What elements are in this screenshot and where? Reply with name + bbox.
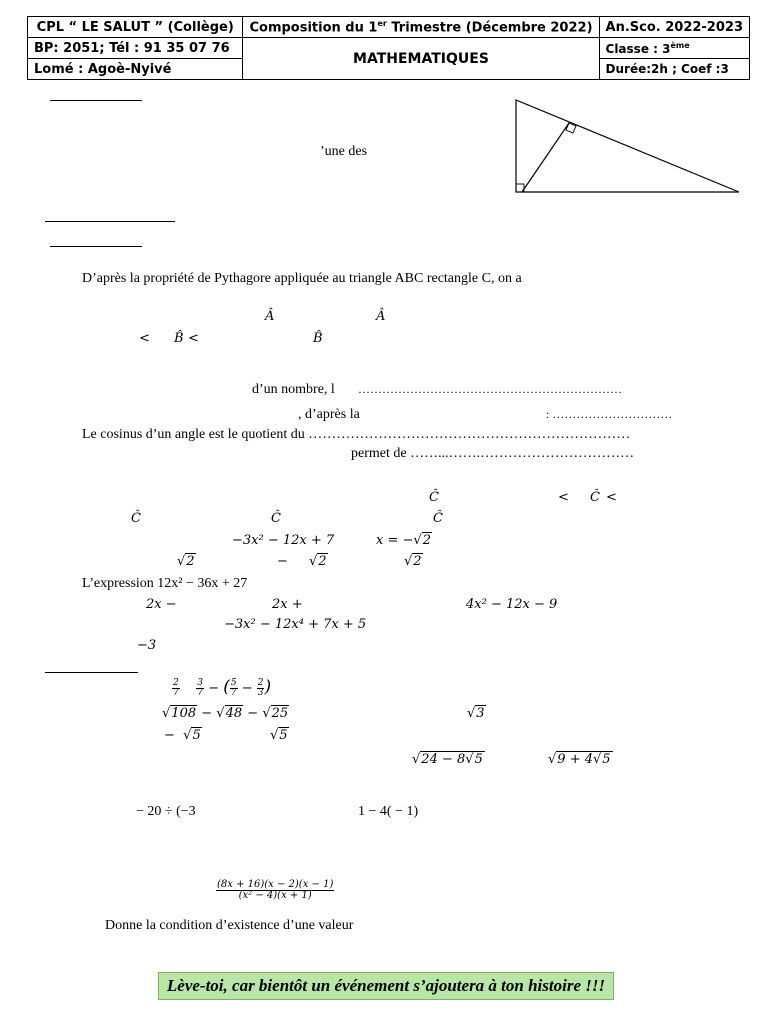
frac-num: 3	[197, 678, 203, 688]
pythagore-text: D’après la propriété de Pythagore appliquée au triangle ABC rectangle C, on a	[82, 271, 522, 286]
frac-num: 2	[257, 678, 264, 688]
composition-title	[243, 17, 599, 38]
apres-la-text: , d’après la	[298, 407, 360, 422]
frac-num: 2	[173, 678, 179, 688]
sqrt2-b-radicand: 2	[318, 554, 327, 569]
lt-4: <	[606, 490, 617, 505]
minus-sign: −	[277, 554, 288, 569]
nested-radical-2: √9 + 4√5	[548, 752, 611, 767]
section-underline	[45, 221, 175, 222]
radicand-3: 3	[476, 706, 485, 721]
radicand-5: 5	[602, 752, 611, 767]
radicand-24: 24 − 8	[421, 752, 466, 767]
frac-5-7	[230, 679, 238, 698]
sqrt2-a: √2	[177, 554, 195, 569]
une-des-text: ’une des	[320, 144, 368, 159]
location: Lomé : Agoè-Nyivé	[28, 59, 243, 80]
lt-2: <	[188, 331, 199, 346]
frac-den: 3	[257, 688, 264, 698]
frac-den: 7	[197, 688, 203, 698]
section-underline	[50, 246, 142, 247]
c-hat-1: Ĉ	[429, 490, 439, 505]
a-hat-1: Â	[265, 309, 275, 324]
frac-2-7	[172, 679, 180, 698]
b-hat-2: B̂	[313, 331, 323, 346]
condition-text: Donne la condition d’existence d’une valeur	[105, 918, 354, 933]
radicand-25: 25	[271, 706, 289, 721]
radicand-5: 5	[192, 728, 201, 743]
fraction-expression: $\frac{2}{7}$ $\frac{3}{7}$ − ( $\frac{5}{7}$ − $\frac{2}{3}$ )	[173, 677, 272, 698]
nested-radical-1: √24 − 8√5	[412, 752, 483, 767]
ratio-denominator: (x² − 4)(x + 1)	[238, 890, 312, 901]
factor-3: 4x² − 12x − 9	[466, 597, 558, 612]
frac-minus: −	[241, 681, 253, 696]
x-eq-radicand: 2	[422, 533, 431, 548]
subject-title: MATHEMATIQUES	[243, 38, 599, 80]
lt-3: <	[558, 490, 569, 505]
expression-text: L’expression 12x² − 36x + 27	[82, 576, 248, 591]
sqrt2-b: √2	[309, 554, 327, 569]
cosinus-text: Le cosinus d’un angle est le quotient du ……………………………………………………………	[82, 427, 631, 442]
a-hat-2: Â	[376, 309, 386, 324]
c-hat-5: Ĉ	[433, 511, 443, 526]
radical-expression: √108 − √48 − √25	[162, 706, 289, 721]
frac-den: 7	[230, 688, 237, 698]
frac-3-7	[196, 679, 204, 698]
frac-minus: −	[208, 681, 220, 696]
frac-num: 5	[230, 678, 237, 688]
c-hat-2: Ĉ	[590, 490, 600, 505]
radicand-9: 9 + 4	[557, 752, 593, 767]
nombre-dots: …………………………………………………………	[358, 382, 622, 396]
classe-sup: ème	[670, 40, 690, 50]
section-underline	[50, 100, 142, 101]
radicand-5: 5	[279, 728, 288, 743]
minus-three: −3	[137, 638, 157, 653]
section-underline	[45, 672, 138, 673]
expression-20: − 20 ÷ (−3	[136, 804, 196, 819]
ratio-numerator: (8x + 16)(x − 2)(x − 1)	[217, 879, 334, 890]
nombre-text: d’un nombre, l	[252, 382, 335, 397]
factor-2: 2x +	[272, 597, 303, 612]
composition-sup: er	[377, 18, 387, 28]
c-hat-4: Ĉ	[271, 511, 281, 526]
radicand-48: 48	[225, 706, 243, 721]
radicand-5: 5	[474, 752, 483, 767]
composition-post: Trimestre (Décembre 2022)	[386, 20, 593, 36]
minus-sign: −	[164, 728, 175, 743]
minus-sign: −	[247, 706, 259, 721]
c-hat-3: Ĉ	[131, 511, 141, 526]
lt-1: <	[139, 331, 150, 346]
sqrt3: √3	[467, 706, 485, 721]
radicand-108: 108	[171, 706, 197, 721]
x-equals: x = −√2	[376, 533, 431, 548]
bp-phone: BP: 2051; Tél : 91 35 07 76	[28, 38, 243, 59]
school-name: CPL “ LE SALUT ” (Collège)	[28, 17, 243, 38]
minus-sqrt5: − √5	[164, 728, 201, 743]
rational-expression	[216, 880, 334, 901]
classe	[599, 38, 749, 59]
sqrt2-a-radicand: 2	[186, 554, 195, 569]
classe-pre: Classe : 3	[605, 41, 671, 56]
composition-pre: Composition du 1	[249, 20, 378, 36]
motto-banner: Lève-toi, car bientôt un événement s’ajoutera à ton histoire !!!	[158, 972, 614, 1000]
poly-1: −3x² − 12x + 7	[232, 533, 335, 548]
sqrt2-c-radicand: 2	[413, 554, 422, 569]
duration-coef: Durée:2h ; Coef :3	[599, 59, 749, 80]
factor-1: 2x −	[146, 597, 177, 612]
poly-2: −3x² − 12x⁴ + 7x + 5	[224, 617, 367, 632]
b-hat-1: B̂	[174, 331, 184, 346]
right-triangle-figure	[510, 95, 745, 197]
expression-1-4: 1 − 4( − 1)	[358, 804, 419, 819]
header-table	[27, 16, 750, 80]
permet-text: permet de ……...…….……………………………	[351, 446, 635, 461]
apres-dots: : …………………………	[546, 407, 673, 421]
sqrt2-c: √2	[404, 554, 422, 569]
x-eq-text: x = −	[376, 533, 414, 548]
school-year: An.Sco. 2022-2023	[599, 17, 749, 38]
minus-sign: −	[201, 706, 213, 721]
frac-den: 7	[173, 688, 179, 698]
sqrt5: √5	[270, 728, 288, 743]
